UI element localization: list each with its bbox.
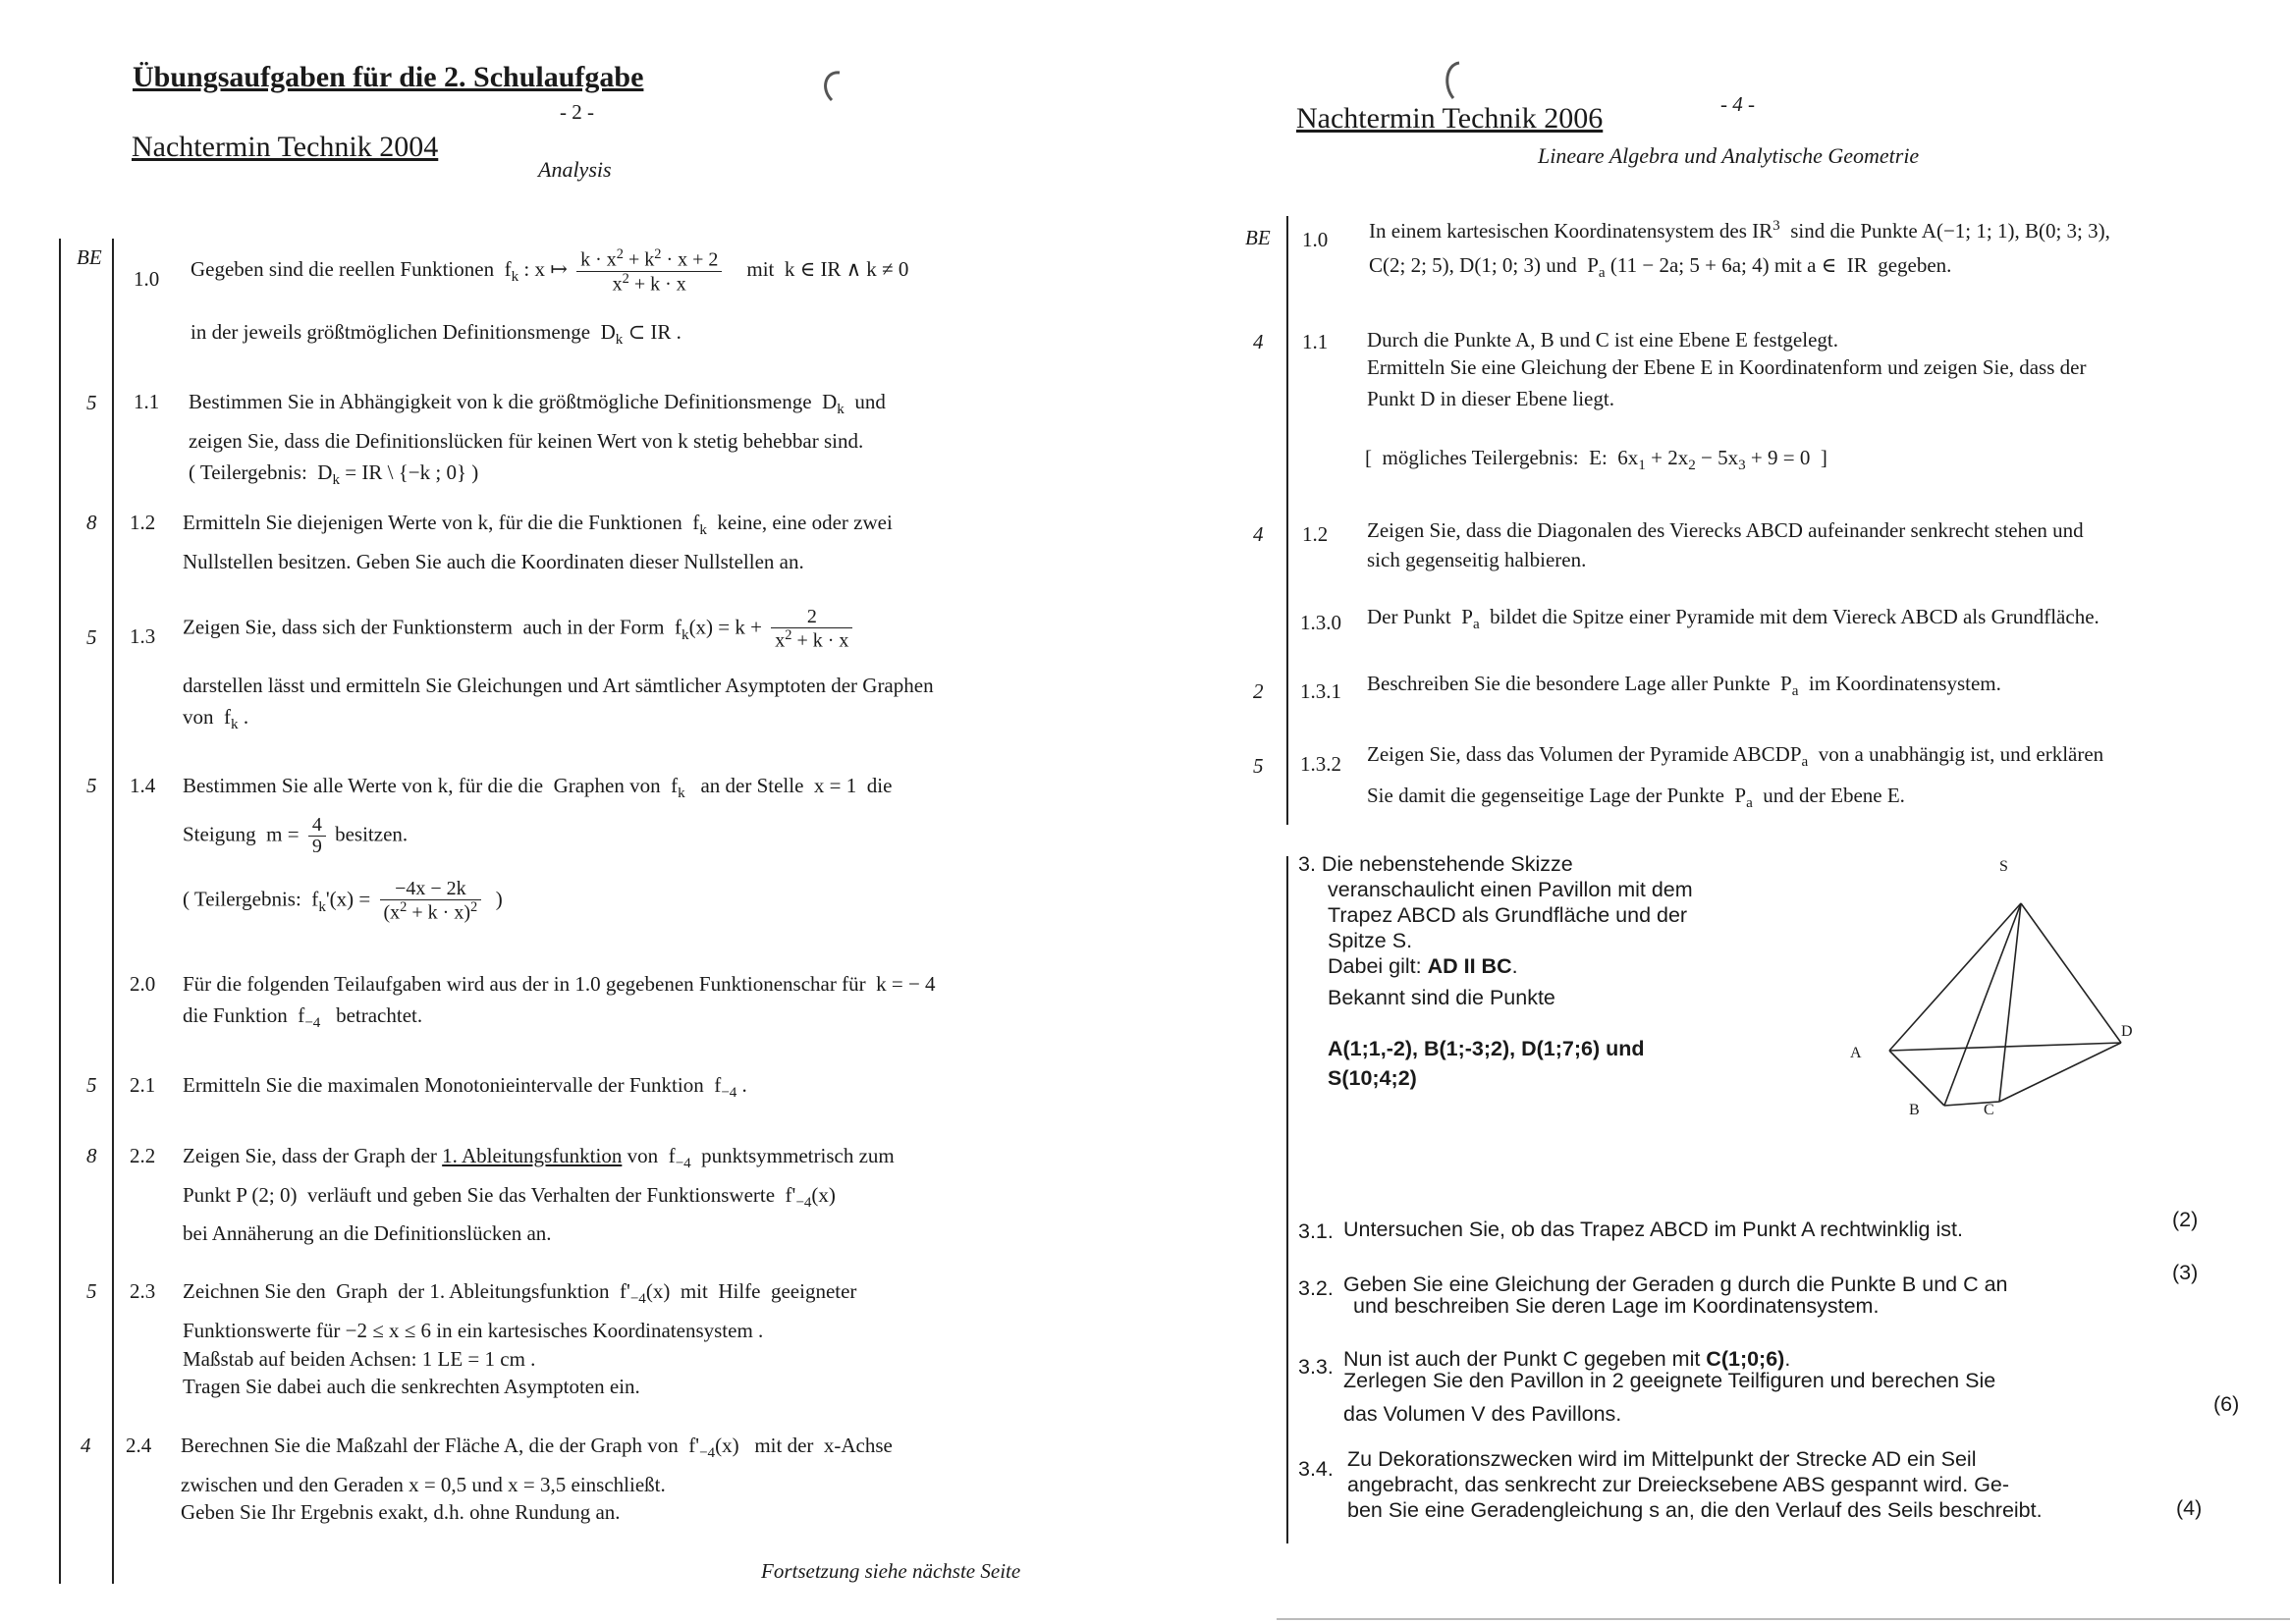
- task-number: 1.4: [130, 774, 156, 797]
- task-number: 1.2: [1302, 522, 1329, 546]
- task-text: [ mögliches Teilergebnis: E: $6x_1 + 2x_2 - 5x_3 + 9 = 0$ ]: [1365, 446, 1827, 474]
- task-text: Zeichnen Sie den Graph der 1. Ableitungsfunktion $f'_{-4}(x)$ mit Hilfe geeigneter: [183, 1279, 857, 1308]
- task-text: Gegeben sind die reellen Funktionen $f_k$ : x ↦ $\frac{k \cdot x^2 + k^2 \cdot x + 2}{x^2 + k \cdot x}$ mit k ∈ IR ∧ k ≠ 0: [191, 246, 909, 296]
- vertex-label-c: C: [1984, 1102, 1994, 1118]
- task-text: Zeigen Sie, dass der Graph der 1. Ableitungsfunktion von $f_{-4}$ punktsymmetrisch zum: [183, 1144, 895, 1172]
- be-value: 8: [86, 511, 97, 534]
- left-page-number: - 2 -: [560, 100, 594, 124]
- right-subject: Lineare Algebra und Analytische Geometrie: [1538, 143, 1920, 168]
- task3-intro: veranschaulicht einen Pavillon mit dem: [1328, 878, 1693, 901]
- task-number: 1.3: [130, 624, 156, 648]
- task3-item-points: (2): [2172, 1208, 2199, 1231]
- task-number: 1.0: [1302, 228, 1329, 251]
- right-page-number: - 4 -: [1720, 92, 1755, 116]
- vertex-label-b: B: [1909, 1102, 1920, 1118]
- task-text: Nullstellen besitzen. Geben Sie auch die Koordinaten dieser Nullstellen an.: [183, 550, 804, 573]
- edge-sa: [1889, 903, 2021, 1051]
- task-text: Bestimmen Sie alle Werte von k, für die die Graphen von $f_k$ an der Stelle x = 1 die: [183, 774, 893, 802]
- task-number: 2.4: [126, 1434, 152, 1457]
- task-number: 1.3.2: [1300, 752, 1341, 776]
- task3-item-points: (6): [2213, 1392, 2240, 1416]
- task3-item-points: (4): [2176, 1496, 2203, 1520]
- task-text: Durch die Punkte A, B und C ist eine Ebene E festgelegt.: [1367, 328, 1838, 352]
- task-text: Für die folgenden Teilaufgaben wird aus der in 1.0 gegebenen Funktionenschar für k = − 4: [183, 972, 936, 996]
- task3-item-number: 3.4.: [1298, 1457, 1334, 1481]
- task3-item-number: 3.3.: [1298, 1355, 1334, 1379]
- task3-intro: Spitze S.: [1328, 929, 1413, 952]
- right-vertical-rule: [1286, 216, 1288, 825]
- left-exam-title: Nachtermin Technik 2004: [132, 131, 439, 163]
- task-text: sich gegenseitig halbieren.: [1367, 548, 1587, 571]
- task-number: 1.1: [1302, 330, 1329, 353]
- task3-item-text: Zerlegen Sie den Pavillon in 2 geeignete Teilfiguren und berechen Sie: [1343, 1369, 1996, 1392]
- right-exam-title: Nachtermin Technik 2006: [1296, 102, 1604, 135]
- be-value: 5: [86, 1279, 97, 1303]
- task-number: 2.3: [130, 1279, 156, 1303]
- task3-item-text: Zu Dekorationszwecken wird im Mittelpunkt der Strecke AD ein Seil: [1347, 1447, 1977, 1471]
- task-number: 2.2: [130, 1144, 156, 1167]
- task-text: die Funktion $f_{-4}$ betrachtet.: [183, 1003, 423, 1032]
- task-text: Zeigen Sie, dass die Diagonalen des Vierecks ABCD aufeinander senkrecht stehen und: [1367, 518, 2084, 542]
- edge-sd: [2021, 903, 2121, 1043]
- task-text: von $f_k$ .: [183, 705, 249, 733]
- task-text: Beschreiben Sie die besondere Lage aller Punkte $P_a$ im Koordinatensystem.: [1367, 672, 2001, 700]
- task-number: 1.0: [134, 267, 160, 291]
- be-value: 5: [86, 391, 97, 414]
- task3-points: A(1;1,-2), B(1;-3;2), D(1;7;6) und: [1328, 1037, 1645, 1060]
- punch-mark: [1434, 57, 1473, 106]
- task3-item-text: das Volumen V des Pavillons.: [1343, 1402, 1622, 1426]
- task-text: Funktionswerte für −2 ≤ x ≤ 6 in ein kartesisches Koordinatensystem .: [183, 1319, 764, 1342]
- task-text: Bestimmen Sie in Abhängigkeit von k die größtmögliche Definitionsmenge $D_k$ und: [189, 390, 886, 418]
- punch-mark: [810, 67, 849, 106]
- task-text: Zeigen Sie, dass sich der Funktionsterm auch in der Form $f_k(x) = k$ + $\frac{2}{x^2 + k \cdot x}$: [183, 607, 856, 652]
- task3-intro: Bekannt sind die Punkte: [1328, 986, 1555, 1009]
- be-value: 4: [1253, 330, 1264, 353]
- task-text: Berechnen Sie die Maßzahl der Fläche A, die der Graph von $f'_{-4}(x)$ mit der x-Achse: [181, 1434, 893, 1462]
- task-text: zeigen Sie, dass die Definitionslücken für keinen Wert von k stetig behebbar sind.: [189, 429, 864, 453]
- task-text: ( Teilergebnis: $f_k'(x)$ = $\frac{-4x - 2k}{(x^2 + k \cdot x)^2}$ ): [183, 878, 503, 924]
- task-number: 2.0: [130, 972, 156, 996]
- task3-item-text: Geben Sie eine Gleichung der Geraden g durch die Punkte B und C an: [1343, 1272, 2008, 1296]
- task-text: Ermitteln Sie diejenigen Werte von k, für die die Funktionen $f_k$ keine, eine oder zwei: [183, 511, 893, 539]
- task-text: Der Punkt $P_a$ bildet die Spitze einer Pyramide mit dem Viereck ABCD als Grundfläche.: [1367, 605, 2099, 633]
- task-text: Punkt D in dieser Ebene liegt.: [1367, 387, 1614, 410]
- task-text: In einem kartesischen Koordinatensystem des $IR^3$ sind die Punkte A(−1; 1; 1), B(0; 3; 3),: [1369, 218, 2110, 243]
- vertex-label-d: D: [2121, 1023, 2133, 1040]
- task3-intro: 3. Die nebenstehende Skizze: [1298, 852, 1573, 876]
- task3-intro: Dabei gilt: AD II BC.: [1328, 954, 1518, 978]
- task-text: C(2; 2; 5), D(1; 0; 3) und $P_a$ (11 − 2a; 5 + 6a; 4) mit a ∈ IR gegeben.: [1369, 253, 1952, 282]
- task-text: Zeigen Sie, dass das Volumen der Pyramide $ABCDP_a$ von a unabhängig ist, und erklären: [1367, 742, 2104, 771]
- task-text: Steigung m = $\frac{4}{9}$ besitzen.: [183, 814, 409, 857]
- task-text: Sie damit die gegenseitige Lage der Punkte $P_a$ und der Ebene E.: [1367, 784, 1905, 812]
- be-value: 8: [86, 1144, 97, 1167]
- be-value: 5: [86, 774, 97, 797]
- task-text: bei Annäherung an die Definitionslücken an.: [183, 1221, 552, 1245]
- edge-ab: [1889, 1051, 1944, 1106]
- task-number: 1.1: [134, 390, 160, 413]
- point-c: C(1;0;6): [1706, 1347, 1785, 1371]
- task3-item-text: und beschreiben Sie deren Lage im Koordinatensystem.: [1353, 1294, 1880, 1318]
- task-number: 1.3.0: [1300, 611, 1341, 634]
- task3-item-text: Untersuchen Sie, ob das Trapez ABCD im Punkt A rechtwinklig ist.: [1343, 1218, 1963, 1241]
- task3-item-text: Nun ist auch der Punkt C gegeben mit C(1;0;6).: [1343, 1347, 1791, 1371]
- task3-item-points: (3): [2172, 1261, 2199, 1284]
- task-text: Ermitteln Sie eine Gleichung der Ebene E in Koordinatenform und zeigen Sie, dass der: [1367, 355, 2087, 379]
- right-be-header: BE: [1245, 226, 1271, 249]
- task3-intro: Trapez ABCD als Grundfläche und der: [1328, 903, 1688, 927]
- task-text: Geben Sie Ihr Ergebnis exakt, d.h. ohne Rundung an.: [181, 1500, 621, 1524]
- task3-item-text: angebracht, das senkrecht zur Dreiecksebene ABS gespannt wird. Ge-: [1347, 1473, 2010, 1496]
- task-text: Punkt P (2; 0) verläuft und geben Sie das Verhalten der Funktionswerte $f'_{-4}(x)$: [183, 1183, 836, 1212]
- left-footer: Fortsetzung siehe nächste Seite: [761, 1559, 1021, 1583]
- edge-cd: [1999, 1043, 2121, 1102]
- task3-item-number: 3.2.: [1298, 1276, 1334, 1300]
- vertex-label-a: A: [1850, 1045, 1862, 1061]
- task3-item-text: ben Sie eine Geradengleichung s an, die den Verlauf des Seils beschreibt.: [1347, 1498, 2043, 1522]
- be-value: 5: [1253, 754, 1264, 778]
- task-number: 1.3.1: [1300, 679, 1341, 703]
- task-number: 2.1: [130, 1073, 156, 1097]
- pavillon-sketch: [1846, 854, 2160, 1129]
- task-text: in der jeweils größtmöglichen Definitionsmenge $D_k$ ⊂ IR .: [191, 320, 682, 349]
- page-edge: [1277, 1618, 2290, 1620]
- be-value: 4: [81, 1434, 91, 1457]
- task-text: Ermitteln Sie die maximalen Monotonieintervalle der Funktion $f_{-4}$ .: [183, 1073, 747, 1102]
- task-text: darstellen lässt und ermitteln Sie Gleichungen und Art sämtlicher Asymptoten der Graphen: [183, 674, 934, 697]
- left-be-header: BE: [77, 245, 102, 269]
- task-number: 1.2: [130, 511, 156, 534]
- task-text: Maßstab auf beiden Achsen: 1 LE = 1 cm .: [183, 1347, 536, 1371]
- left-vertical-rule-outer: [59, 239, 61, 1584]
- parallel-statement: AD II BC: [1427, 954, 1512, 978]
- left-heading: Übungsaufgaben für die 2. Schulaufgabe: [133, 61, 644, 93]
- left-vertical-rule-inner: [112, 239, 114, 1584]
- left-subject: Analysis: [538, 157, 612, 182]
- be-value: 2: [1253, 679, 1264, 703]
- task-text: ( Teilergebnis: $D_k$ = IR \ {−k ; 0} ): [189, 460, 479, 489]
- be-value: 4: [1253, 522, 1264, 546]
- task3-vertical-rule: [1286, 856, 1288, 1543]
- task3-item-number: 3.1.: [1298, 1219, 1334, 1243]
- task-text: Tragen Sie dabei auch die senkrechten Asymptoten ein.: [183, 1375, 640, 1398]
- be-value: 5: [86, 625, 97, 649]
- task-text: zwischen und den Geraden x = 0,5 und x = 3,5 einschließt.: [181, 1473, 666, 1496]
- be-value: 5: [86, 1073, 97, 1097]
- task3-points: S(10;4;2): [1328, 1066, 1417, 1090]
- vertex-label-s: S: [1999, 858, 2008, 875]
